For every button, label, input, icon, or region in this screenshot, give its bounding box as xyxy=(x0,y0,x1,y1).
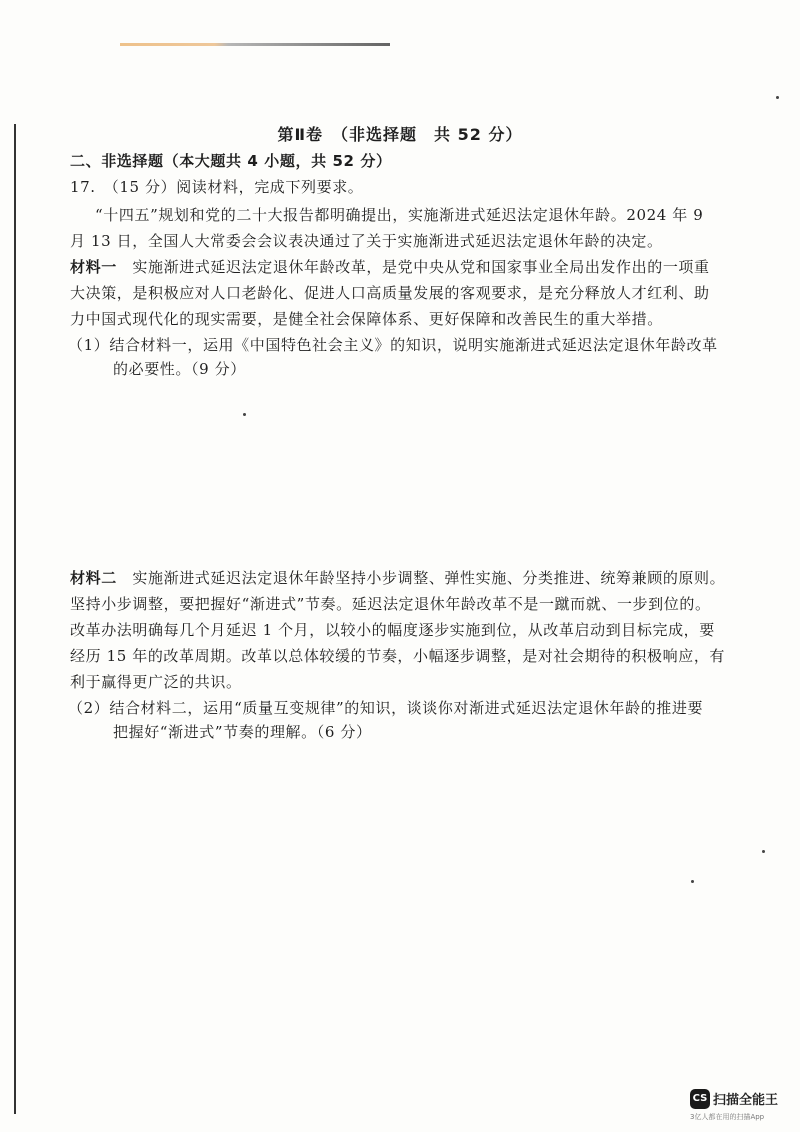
scan-speck xyxy=(776,96,779,99)
material2-line xyxy=(70,568,760,588)
part-heading: 二、非选择题（本大题共 4 小题，共 52 分） xyxy=(70,152,392,170)
scan-artifact xyxy=(120,43,390,46)
scanner-watermark xyxy=(690,1088,790,1122)
subquestion-2-cont: 把握好“渐进式”节奏的理解。（6 分） xyxy=(113,723,372,741)
scan-speck xyxy=(243,413,246,416)
binding-margin-line xyxy=(14,124,16,1114)
subquestion-2: （2）结合材料二，运用“质量互变规律”的知识，谈谈你对渐进式延迟法定退休年龄的推进要 xyxy=(68,699,704,717)
subquestion-1-cont: 的必要性。（9 分） xyxy=(113,360,246,378)
material2-line: 利于赢得更广泛的共识。 xyxy=(70,673,242,691)
material1-text: 实施渐进式延迟法定退休年龄改革，是党中央从党和国家事业全局出发作出的一项重 xyxy=(116,258,710,276)
section-title: 第Ⅱ卷 （非选择题 共 52 分） xyxy=(277,125,523,144)
camscanner-logo-icon: CS xyxy=(690,1089,710,1109)
material1-line: 力中国式现代化的现实需要，是健全社会保障体系、更好保障和改善民生的重大举措。 xyxy=(70,310,663,328)
material1-line: 大决策，是积极应对人口老龄化、促进人口高质量发展的客观要求，是充分释放人才红利、助 xyxy=(70,284,710,302)
material2-text: 实施渐进式延迟法定退休年龄坚持小步调整、弹性实施、分类推进、统筹兼顾的原则。 xyxy=(116,569,726,587)
watermark-tagline: 3亿人都在用的扫描App xyxy=(690,1112,765,1121)
material2-line: 经历 15 年的改革周期。改革以总体较缓的节奏，小幅逐步调整，是对社会期待的积极响应，有 xyxy=(70,647,726,665)
material2-label: 材料二 xyxy=(70,569,117,587)
subquestion-1: （1）结合材料一，运用《中国特色社会主义》的知识，说明实施渐进式延迟法定退休年龄改革 xyxy=(68,336,718,354)
material2-line: 坚持小步调整，要把握好“渐进式”节奏。延迟法定退休年龄改革不是一蹴而就、一步到位的。 xyxy=(70,595,711,613)
intro-line: 月 13 日，全国人大常委会会议表决通过了关于实施渐进式延迟法定退休年龄的决定。 xyxy=(70,232,663,250)
intro-line: “十四五”规划和党的二十大报告都明确提出，实施渐进式延迟法定退休年龄。2024 年 9 xyxy=(95,206,704,224)
scan-speck xyxy=(691,880,694,883)
watermark-name: 扫描全能王 xyxy=(713,1093,779,1108)
material1-line xyxy=(70,257,760,277)
question-header: 17. （15 分）阅读材料，完成下列要求。 xyxy=(70,178,364,196)
material1-label: 材料一 xyxy=(70,258,117,276)
material2-line: 改革办法明确每几个月延迟 1 个月，以较小的幅度逐步实施到位，从改革启动到目标完成，要 xyxy=(70,621,715,639)
scan-speck xyxy=(762,850,765,853)
